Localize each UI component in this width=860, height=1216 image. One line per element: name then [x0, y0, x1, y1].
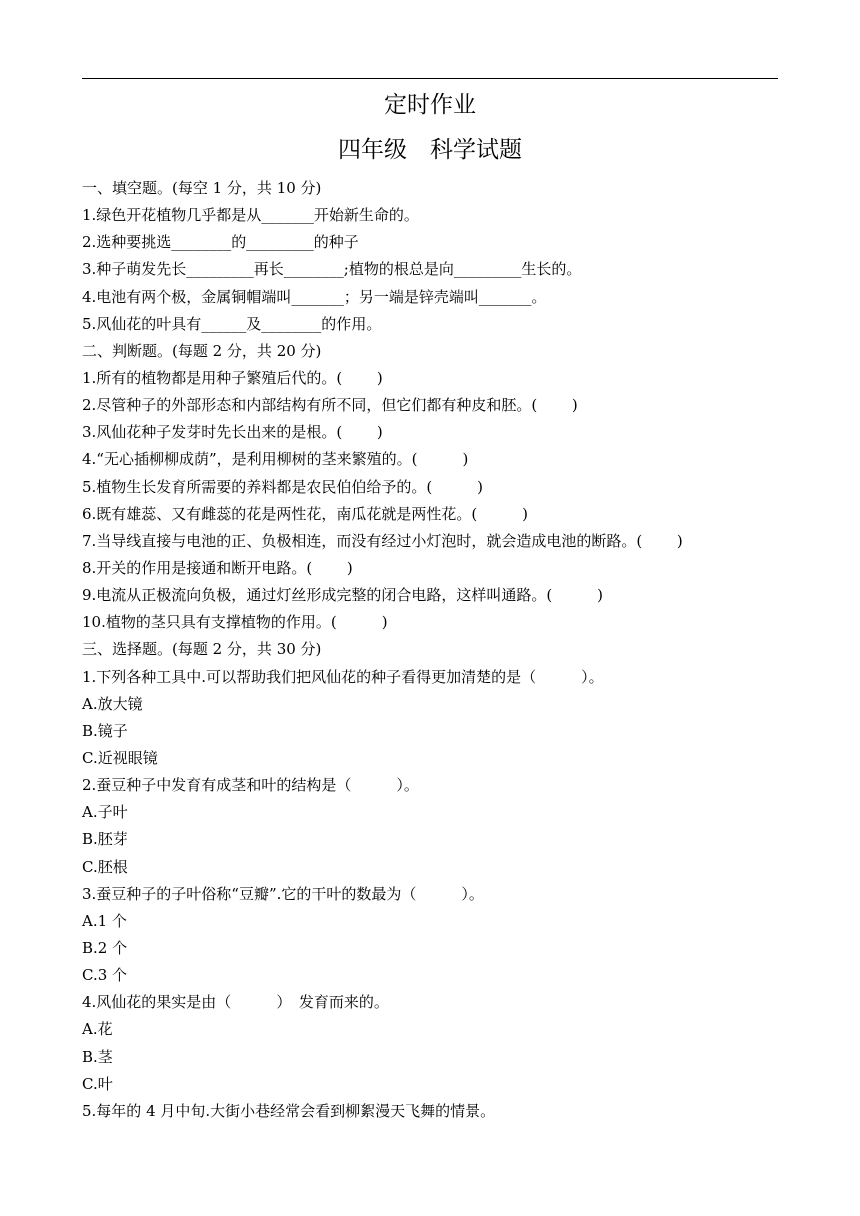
- question-line: 5.植物生长发育所需要的养料都是农民伯伯给予的。( ): [82, 477, 484, 496]
- section-heading: 二、判断题。(每题 2 分，共 20 分): [82, 341, 322, 360]
- page-title: 定时作业: [384, 92, 476, 118]
- question-line: 1.下列各种工具中.可以帮助我们把风仙花的种子看得更加清楚的是（ ）。: [82, 667, 604, 686]
- answer-option: C.叶: [82, 1074, 113, 1093]
- question-line: 6.既有雄蕊、又有雌蕊的花是两性花，南瓜花就是两性花。( ): [82, 504, 529, 523]
- question-line: 7.当导线直接与电池的正、负极相连，而没有经过小灯泡时，就会造成电池的断路。( ): [82, 531, 683, 550]
- answer-option: B.镜子: [82, 721, 128, 740]
- answer-option: A.花: [82, 1020, 113, 1039]
- question-line: 3.风仙花种子发芽时先长出来的是根。( ): [82, 423, 383, 442]
- question-line: 4.风仙花的果实是由（ ） 发育而来的。: [82, 993, 389, 1012]
- page-subtitle: 四年级 科学试题: [338, 137, 522, 163]
- answer-option: C.3 个: [82, 966, 128, 985]
- header-rule: [82, 78, 778, 79]
- question-line: 3.蚕豆种子的子叶俗称“豆瓣”.它的干叶的数最为（ ）。: [82, 884, 484, 903]
- answer-option: A.1 个: [82, 911, 127, 930]
- answer-option: A.放大镜: [82, 694, 143, 713]
- answer-option: B.茎: [82, 1047, 113, 1066]
- question-line: 2.选种要挑选________的_________的种子: [82, 233, 359, 252]
- question-line: 5.每年的 4 月中旬.大街小巷经常会看到柳絮漫天飞舞的情景。: [82, 1101, 496, 1120]
- question-line: 2.蚕豆种子中发育有成茎和叶的结构是（ ）。: [82, 776, 419, 795]
- question-line: 5.风仙花的叶具有______及________的作用。: [82, 314, 382, 333]
- section-heading: 一、填空题。(每空 1 分，共 10 分): [82, 179, 322, 197]
- question-line: 1.所有的植物都是用种子繁殖后代的。( ): [82, 368, 383, 387]
- answer-option: A.子叶: [82, 803, 128, 822]
- question-line: 4.电池有两个极，金属铜帽端叫_______；另一端是锌壳端叫_______。: [82, 287, 547, 306]
- question-line: 1.绿色开花植物几乎都是从_______开始新生命的。: [82, 206, 419, 225]
- question-line: 8.开关的作用是接通和断开电路。( ): [82, 558, 353, 577]
- question-line: 3.种子萌发先长_________再长________;植物的根总是向_________生长的。: [82, 260, 582, 279]
- answer-option: B.胚芽: [82, 830, 128, 849]
- section-heading: 三、选择题。(每题 2 分，共 30 分): [82, 640, 322, 659]
- question-line: 2.尽管种子的外部形态和内部结构有所不同，但它们都有种皮和胚。( ): [82, 396, 578, 415]
- question-line: 10.植物的茎只具有支撑植物的作用。( ): [82, 613, 388, 632]
- question-line: 9.电流从正极流向负极，通过灯丝形成完整的闭合电路，这样叫通路。( ): [82, 586, 604, 605]
- answer-option: B.2 个: [82, 938, 128, 957]
- answer-option: C.胚根: [82, 857, 128, 876]
- question-line: 4.“无心插柳柳成荫”，是利用柳树的茎来繁殖的。( ): [82, 450, 469, 469]
- answer-option: C.近视眼镜: [82, 748, 158, 767]
- question-list: [82, 175, 792, 1125]
